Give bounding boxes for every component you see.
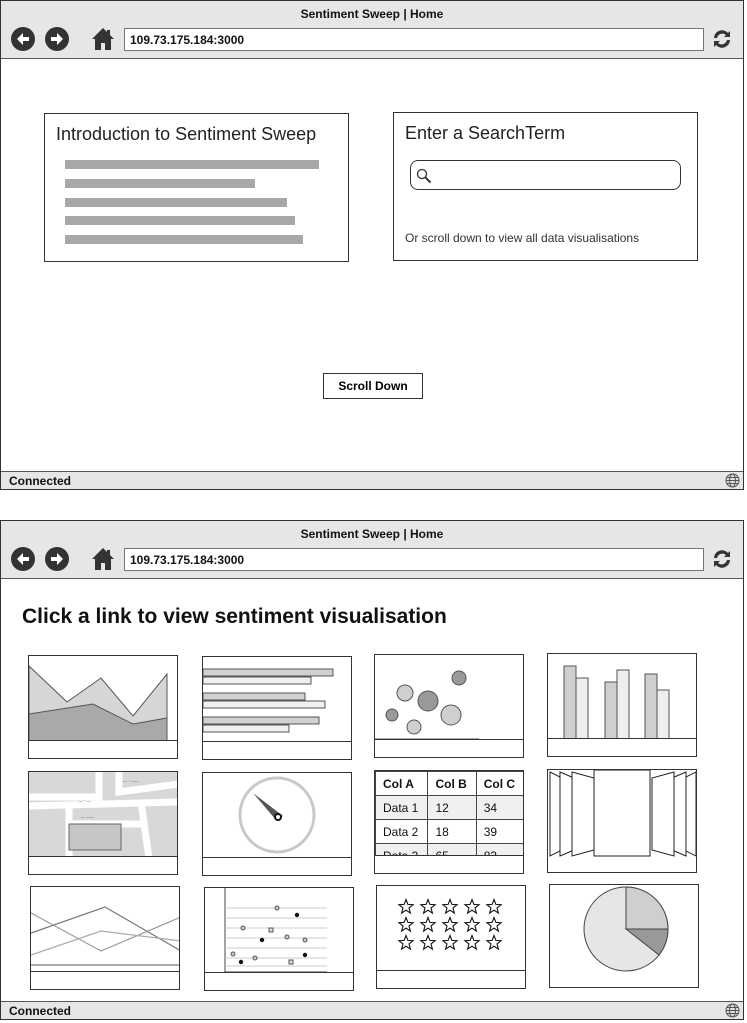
- star-icon: [443, 900, 457, 914]
- browser-window-home: [0, 0, 744, 490]
- star-icon: [487, 936, 501, 950]
- status-text: Connected: [9, 1004, 72, 1018]
- table-cell: 34: [476, 796, 524, 820]
- globe-icon: [725, 473, 740, 488]
- scatter-plot-icon: [205, 888, 354, 974]
- home-icon: [91, 546, 115, 572]
- search-panel: [393, 112, 698, 261]
- browser-toolbar: [1, 1, 743, 59]
- star-icon: [487, 918, 501, 932]
- pie-chart-thumbnail[interactable]: [549, 884, 699, 988]
- thumbnail-caption: [203, 857, 351, 875]
- reload-button[interactable]: [709, 26, 735, 52]
- svg-text:— · ——: — · ——: [123, 778, 139, 783]
- reload-button[interactable]: [709, 546, 735, 572]
- map-icon: [29, 772, 178, 858]
- vertical-bar-chart-thumbnail[interactable]: [547, 653, 697, 757]
- svg-text:— · —: — · —: [79, 798, 91, 803]
- window-title: Sentiment Sweep | Home: [300, 7, 444, 21]
- address-bar[interactable]: 109.73.175.184:3000: [124, 548, 704, 571]
- search-icon: [416, 168, 432, 184]
- column-chart-icon: [548, 654, 697, 740]
- thumbnail-caption: [31, 971, 179, 989]
- home-button[interactable]: [91, 546, 115, 572]
- placeholder-text-line: [65, 235, 303, 244]
- arrow-left-icon: [11, 547, 35, 571]
- scatter-plot-thumbnail[interactable]: [204, 887, 354, 991]
- data-table: [375, 771, 524, 868]
- star-rating-thumbnail[interactable]: [376, 885, 526, 989]
- browser-window-visualisations: [0, 520, 744, 1020]
- table-cell: 39: [476, 820, 524, 844]
- table-cell: Data 2: [376, 820, 428, 844]
- table-header: Col B: [428, 772, 476, 796]
- star-rating-icon: [377, 886, 526, 972]
- thumbnail-caption: [375, 739, 523, 757]
- forward-button[interactable]: [45, 27, 69, 51]
- area-chart-thumbnail[interactable]: [28, 655, 178, 759]
- map-thumbnail[interactable]: [28, 771, 178, 875]
- horizontal-bar-chart-thumbnail[interactable]: [202, 656, 352, 760]
- svg-text:— ——: — ——: [81, 814, 95, 819]
- search-input[interactable]: [437, 167, 673, 183]
- star-icon: [399, 918, 413, 932]
- refresh-icon: [709, 546, 735, 572]
- star-icon: [465, 918, 479, 932]
- search-hint: Or scroll down to view all data visualisations: [405, 231, 640, 245]
- home-icon: [91, 26, 115, 52]
- table-cell: Data 1: [376, 796, 428, 820]
- visualisations-heading: Click a link to view sentiment visualisation: [22, 605, 447, 628]
- thumbnail-caption: [377, 970, 525, 988]
- star-icon: [443, 936, 457, 950]
- thumbnail-caption: [375, 855, 523, 873]
- table-cell: 18: [428, 820, 476, 844]
- arrow-left-icon: [11, 27, 35, 51]
- star-icon: [399, 936, 413, 950]
- thumbnail-caption: [205, 972, 353, 990]
- status-text: Connected: [9, 474, 72, 488]
- thumbnail-caption: [203, 741, 351, 759]
- forward-button[interactable]: [45, 547, 69, 571]
- data-table-thumbnail[interactable]: [374, 770, 524, 874]
- refresh-icon: [709, 26, 735, 52]
- star-icon: [465, 900, 479, 914]
- status-bar: [1, 1001, 743, 1019]
- thumbnail-caption: [29, 856, 177, 874]
- star-icon: [443, 918, 457, 932]
- area-chart-icon: [29, 656, 178, 742]
- line-chart-thumbnail[interactable]: [30, 886, 180, 990]
- window-title: Sentiment Sweep | Home: [300, 527, 444, 541]
- scroll-down-button[interactable]: Scroll Down: [323, 373, 423, 399]
- star-icon: [421, 936, 435, 950]
- table-cell: 12: [428, 796, 476, 820]
- search-heading: Enter a SearchTerm: [405, 123, 566, 143]
- star-icon: [421, 900, 435, 914]
- placeholder-text-line: [65, 216, 295, 225]
- star-icon: [399, 900, 413, 914]
- star-icon: [421, 918, 435, 932]
- globe-icon: [725, 1003, 740, 1018]
- address-bar[interactable]: 109.73.175.184:3000: [124, 28, 704, 51]
- table-header: Col C: [476, 772, 524, 796]
- placeholder-text-line: [65, 160, 319, 169]
- bubble-chart-icon: [375, 655, 524, 741]
- cover-flow-thumbnail[interactable]: [547, 769, 697, 873]
- back-button[interactable]: [11, 27, 35, 51]
- search-box[interactable]: [410, 160, 681, 190]
- placeholder-text-line: [65, 179, 255, 188]
- arrow-right-icon: [45, 547, 69, 571]
- cover-flow-icon: [548, 770, 697, 873]
- gauge-icon: [203, 773, 352, 859]
- placeholder-text-line: [65, 198, 287, 207]
- home-button[interactable]: [91, 26, 115, 52]
- intro-heading: Introduction to Sentiment Sweep: [56, 124, 317, 144]
- gauge-thumbnail[interactable]: [202, 772, 352, 876]
- pie-chart-icon: [550, 885, 699, 988]
- arrow-right-icon: [45, 27, 69, 51]
- thumbnail-caption: [548, 738, 696, 756]
- intro-panel: [44, 113, 349, 262]
- back-button[interactable]: [11, 547, 35, 571]
- bubble-chart-thumbnail[interactable]: [374, 654, 524, 758]
- status-bar: [1, 471, 743, 489]
- browser-toolbar: [1, 521, 743, 579]
- star-icon: [487, 900, 501, 914]
- bar-chart-icon: [203, 657, 352, 743]
- line-chart-icon: [31, 887, 180, 973]
- star-icon: [465, 936, 479, 950]
- table-header: Col A: [376, 772, 428, 796]
- thumbnail-caption: [29, 740, 177, 758]
